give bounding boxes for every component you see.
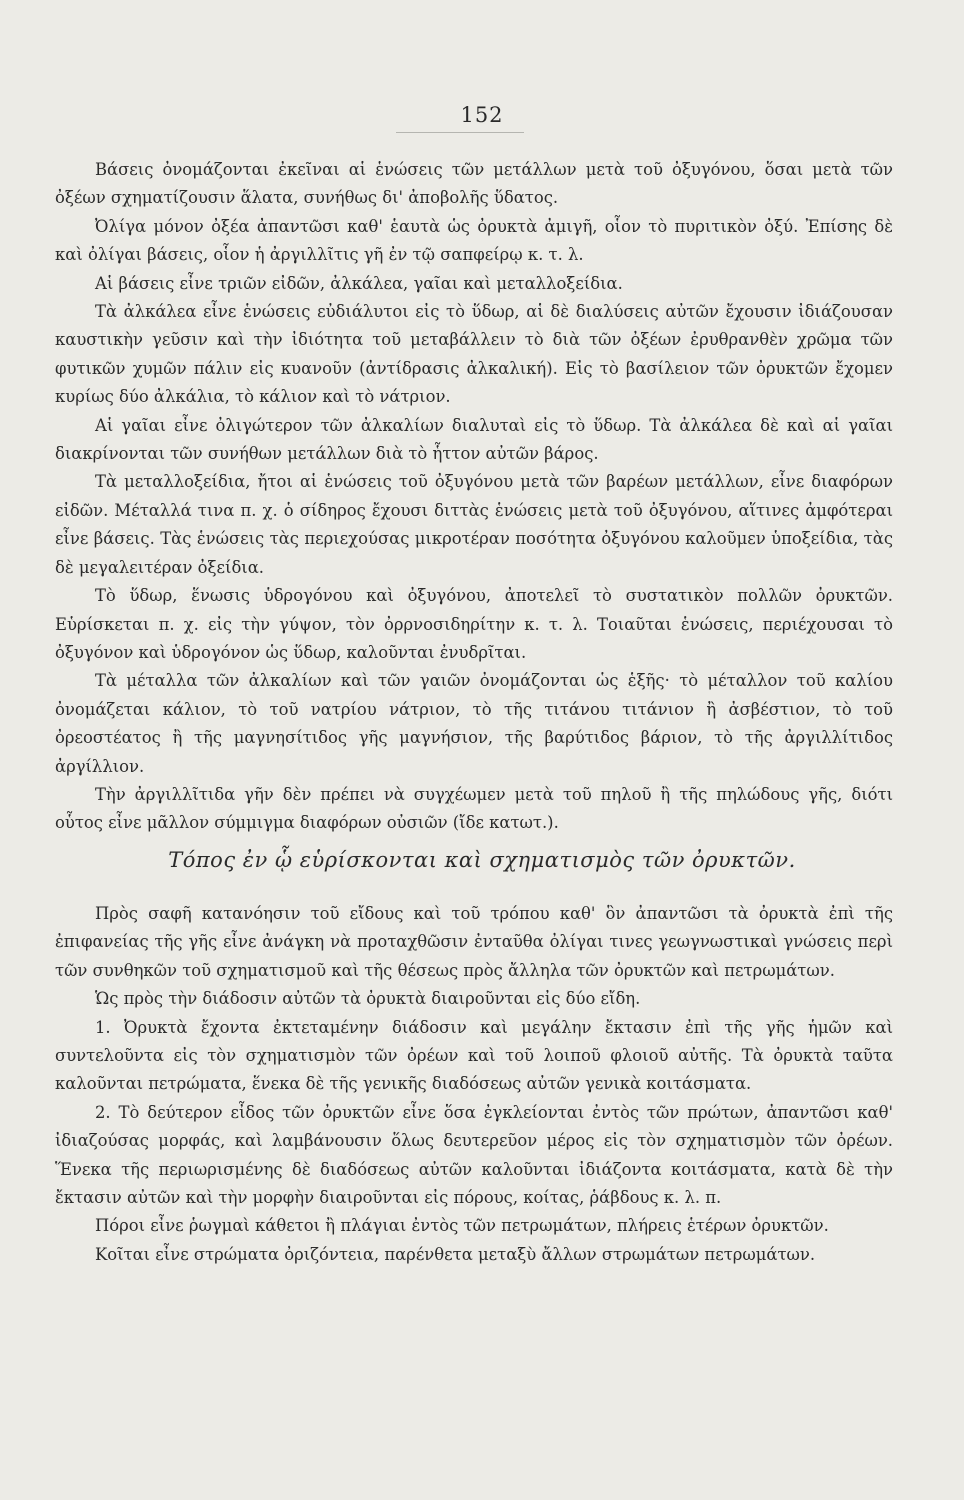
- paragraph: Αἱ βάσεις εἶνε τριῶν εἰδῶν, ἀλκάλεα, γαῖαι καὶ μεταλλοξείδια.: [95, 273, 623, 293]
- body-text: [55, 156, 893, 838]
- paragraph: 2. Τὸ δεύτερον εἶδος τῶν ὀρυκτῶν εἶνε ὅσα ἐγκλείονται ἐντὸς τῶν πρώτων, ἀπαντῶσι καθ' ἰδιαζούσας μορφάς, καὶ λαμβάνουσιν ὅλως δευτερεῦον μέρος εἰς τὸν σχηματισμὸν τῶν ὀρέων. Ἕνεκα τῆς περιωρισμένης δὲ διαδόσεως αὐτῶν καλοῦνται ἰδιάζοντα κοιτάσματα, κατὰ δὲ τὴν ἔκτασιν αὐτῶν καὶ τὴν μορφὴν διαιροῦνται εἰς πόρους, κοίτας, ῥάβδους κ. λ. π.: [55, 1102, 893, 1208]
- paragraph: Ὀλίγα μόνον ὀξέα ἀπαντῶσι καθ' ἑαυτὰ ὡς ὀρυκτὰ ἀμιγῆ, οἷον τὸ πυριτικὸν ὀξύ. Ἐπίσης δὲ καὶ ὀλίγαι βάσεις, οἷον ἡ ἀργιλλῖτις γῆ ἐν τῷ σαπφείρῳ κ. τ. λ.: [55, 216, 893, 265]
- paragraph: Πρὸς σαφῆ κατανόησιν τοῦ εἴδους καὶ τοῦ τρόπου καθ' ὃν ἀπαντῶσι τὰ ὀρυκτὰ ἐπὶ τῆς ἐπιφανείας τῆς γῆς εἶνε ἀνάγκη νὰ προταχθῶσιν ἐνταῦθα ὀλίγαι τινες γεωγνωστικαὶ γνώσεις περὶ τῶν συνθηκῶν τοῦ σχηματισμοῦ καὶ τῆς θέσεως πρὸς ἄλληλα τῶν ὀρυκτῶν καὶ πετρωμάτων.: [55, 904, 893, 980]
- section-body-text: [55, 900, 893, 1269]
- section-heading: Τόπος ἐν ᾧ εὑρίσκονται καὶ σχηματισμὸς τῶν ὀρυκτῶν.: [168, 848, 796, 872]
- paragraph: Τὰ μέταλλα τῶν ἀλκαλίων καὶ τῶν γαιῶν ὀνομάζονται ὡς ἑξῆς· τὸ μέταλλον τοῦ καλίου ὀνομάζεται κάλιον, τὸ τοῦ νατρίου νάτριον, τὸ τῆς τιτάνου τιτάνιον ἢ ἀσβέστιον, τὸ τοῦ ὀρεοστέατος ἢ τῆς μαγνησίτιδος γῆς μαγνήσιον, τῆς βαρύτιδος βάριον, τὸ τῆς ἀργιλλίτιδος ἀργίλλιον.: [55, 671, 893, 776]
- header-rule: [396, 132, 524, 133]
- paragraph: 1. Ὀρυκτὰ ἔχοντα ἐκτεταμένην διάδοσιν καὶ μεγάλην ἔκτασιν ἐπὶ τῆς γῆς ἡμῶν καὶ συντελοῦντα εἰς τὸν σχηματισμὸν τῶν ὀρέων καὶ τοῦ λοιποῦ φλοιοῦ αὐτῆς. Τὰ ὀρυκτὰ ταῦτα καλοῦνται πετρώματα, ἕνεκα δὲ τῆς γενικῆς διαδόσεως αὐτῶν γενικὰ κοιτάσματα.: [55, 1017, 893, 1094]
- paragraph: Βάσεις ὀνομάζονται ἐκεῖναι αἱ ἑνώσεις τῶν μετάλλων μετὰ τοῦ ὀξυγόνου, ὅσαι μετὰ τῶν ὀξέων σχηματίζουσιν ἅλατα, συνήθως δι' ἀποβολῆς ὕδατος.: [55, 160, 893, 208]
- paragraph: Τὰ ἀλκάλεα εἶνε ἑνώσεις εὐδιάλυτοι εἰς τὸ ὕδωρ, αἱ δὲ διαλύσεις αὐτῶν ἔχουσιν ἰδιάζουσαν καυστικὴν γεῦσιν καὶ τὴν ἰδιότητα τοῦ μεταβάλλειν τὸ διὰ τῶν ὀξέων ἐρυθρανθὲν χρῶμα τῶν φυτικῶν χυμῶν πάλιν εἰς κυανοῦν (ἀντίδρασις ἀλκαλική). Εἰς τὸ βασίλειον τῶν ὀρυκτῶν ἔχομεν κυρίως δύο ἀλκάλια, τὸ κάλιον καὶ τὸ νάτριον.: [55, 302, 893, 407]
- paragraph: Κοῖται εἶνε στρώματα ὀριζόντεια, παρένθετα μεταξὺ ἄλλων στρωμάτων πετρωμάτων.: [95, 1244, 816, 1264]
- paragraph: Ὡς πρὸς τὴν διάδοσιν αὐτῶν τὰ ὀρυκτὰ διαιροῦνται εἰς δύο εἴδη.: [95, 989, 641, 1009]
- paragraph: Πόροι εἶνε ῥωγμαὶ κάθετοι ἢ πλάγιαι ἐντὸς τῶν πετρωμάτων, πλήρεις ἑτέρων ὀρυκτῶν.: [95, 1216, 829, 1236]
- paragraph: Αἱ γαῖαι εἶνε ὀλιγώτερον τῶν ἀλκαλίων διαλυταὶ εἰς τὸ ὕδωρ. Τὰ ἀλκάλεα δὲ καὶ αἱ γαῖαι διακρίνονται τῶν συνήθων μετάλλων διὰ τὸ ἧττον αὐτῶν βάρος.: [55, 415, 893, 464]
- page-number: 152: [460, 103, 504, 127]
- paragraph: Τὰ μεταλλοξείδια, ἤτοι αἱ ἑνώσεις τοῦ ὀξυγόνου μετὰ τῶν βαρέων μετάλλων, εἶνε διαφόρων εἰδῶν. Μέταλλά τινα π. χ. ὁ σίδηρος ἔχουσι διττὰς ἑνώσεις μετὰ τοῦ ὀξυγόνου, αἵτινες ἀμφότεραι εἶνε βάσεις. Τὰς ἑνώσεις τὰς περιεχούσας μικροτέραν ποσότητα ὀξυγόνου καλοῦμεν ὑποξείδια, τὰς δὲ μεγαλειτέραν ὀξείδια.: [55, 472, 893, 577]
- paragraph: Τὸ ὕδωρ, ἕνωσις ὑδρογόνου καὶ ὀξυγόνου, ἀποτελεῖ τὸ συστατικὸν πολλῶν ὀρυκτῶν. Εὑρίσκεται π. χ. εἰς τὴν γύψον, τὸν ὀρρνοσιδηρίτην κ. τ. λ. Τοιαῦται ἑνώσεις, περιέχουσαι τὸ ὀξυγόνον καὶ ὑδρογόνον ὡς ὕδωρ, καλοῦνται ἐνυδρῖται.: [55, 586, 893, 662]
- paragraph: Τὴν ἀργιλλῖτιδα γῆν δὲν πρέπει νὰ συγχέωμεν μετὰ τοῦ πηλοῦ ἢ τῆς πηλώδους γῆς, διότι οὗτος εἶνε μᾶλλον σύμμιγμα διαφόρων οὐσιῶν (ἴδε κατωτ.).: [55, 784, 893, 833]
